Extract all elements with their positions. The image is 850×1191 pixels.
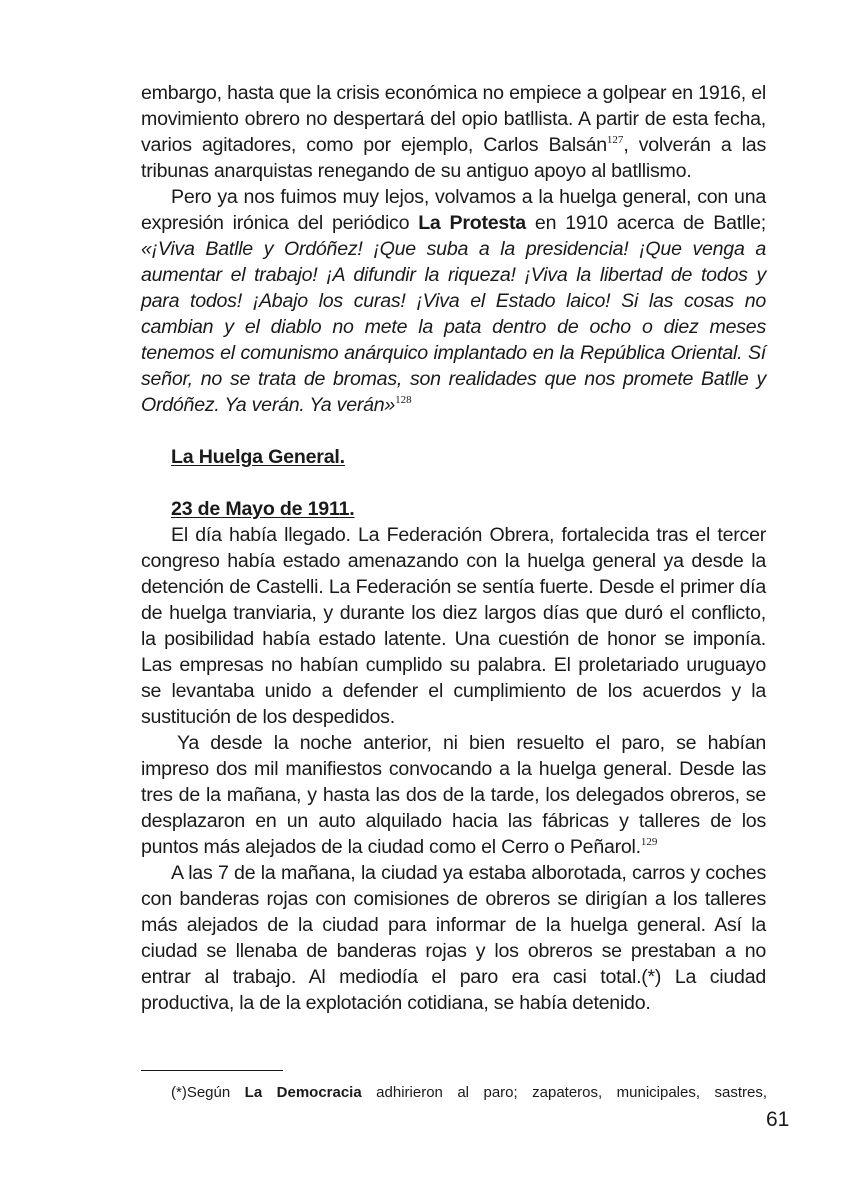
footnote-rule [141,1070,283,1071]
page-number: 61 [766,1108,790,1131]
footnote-prefix: (*)Según [171,1084,245,1101]
paragraph-1-text-end: , volverán a las tribunas anarquistas renegando de su antiguo apoyo al batllismo. [141,134,766,182]
footnote [171,1083,767,1103]
paragraph-1 [141,80,766,184]
page-body [141,80,766,1016]
newspaper-title: La Protesta [418,212,526,234]
newspaper-quote: «¡Viva Batlle y Ordóñez! ¡Que suba a la presidencia! ¡Que venga a aumentar el trabajo! ¡A difundir la riqueza! ¡Viva la libertad de todos y para todos! ¡Abajo los curas! ¡Viva el Estado laico! Si las cosas no cambian y el diablo no mete la pata dentro de ocho o diez meses tenemos el comunismo anárquico implantado en la República Oriental. Sí señor, no se trata de bromas, son realidades que nos promete Batlle y Ordóñez. Ya verán. Ya verán» [141,238,766,416]
paragraph-3: El día había llegado. La Federación Obrera, fortalecida tras el tercer congreso había estado amenazando con la huelga general ya desde la detención de Castelli. La Federación se sentía fuerte. Desde el primer día de huelga tranviaria, y durante los diez largos días que duró el conflicto, la posibilidad había estado latente. Una cuestión de honor se imponía. Las empresas no habían cumplido su palabra. El proletariado uruguayo se levantaba unido a defender el cumplimiento de los acuerdos y la sustitución de los despedidos. [141,524,766,728]
paragraph-5: A las 7 de la mañana, la ciudad ya estaba alborotada, carros y coches con banderas rojas con comisiones de obreros se dirigían a los talleres más alejados de la ciudad para informar de la huelga general. Así la ciudad se llenaba de banderas rojas y los obreros se prestaban a no entrar al trabajo. Al mediodía el paro era casi total.(*) La ciudad productiva, la de la explotación cotidiana, se había detenido. [141,862,766,1014]
paragraph-2-text: Pero ya nos fuimos muy lejos, volvamos a la huelga general, con una expresión irónica del periódico [141,186,766,234]
paragraph-2-text-mid: en 1910 acerca de Batlle; [525,212,766,234]
section-heading: La Huelga General. [171,446,345,468]
footnote-newspaper-title: La Democracia [244,1084,362,1101]
paragraph-4-text: Ya desde la noche anterior, ni bien resuelto el paro, se habían impreso dos mil manifiestos convocando a la huelga general. Desde las tres de la mañana, y hasta las dos de la tarde, los delegados obreros, se desplazaron en un auto alquilado hacia las fábricas y talleres de los puntos más alejados de la ciudad como el Cerro o Peñarol. [141,732,766,858]
paragraph-2 [141,184,766,418]
footnote-ref-127: 127 [606,134,624,146]
date-heading: 23 de Mayo de 1911. [171,498,355,520]
spacer [141,418,766,444]
footnote-ref-129: 129 [640,836,658,848]
footnote-text: adhirieron al paro; zapateros, municipales, sastres, [361,1084,767,1101]
paragraph-4 [141,730,766,860]
paragraph-1-text: embargo, hasta que la crisis económica no empiece a golpear en 1916, el movimiento obrero no despertará del opio batllista. A partir de esta fecha, varios agitadores, como por ejemplo, Carlos Balsán [141,82,766,156]
spacer [141,470,766,496]
footnote-ref-128: 128 [395,394,412,406]
